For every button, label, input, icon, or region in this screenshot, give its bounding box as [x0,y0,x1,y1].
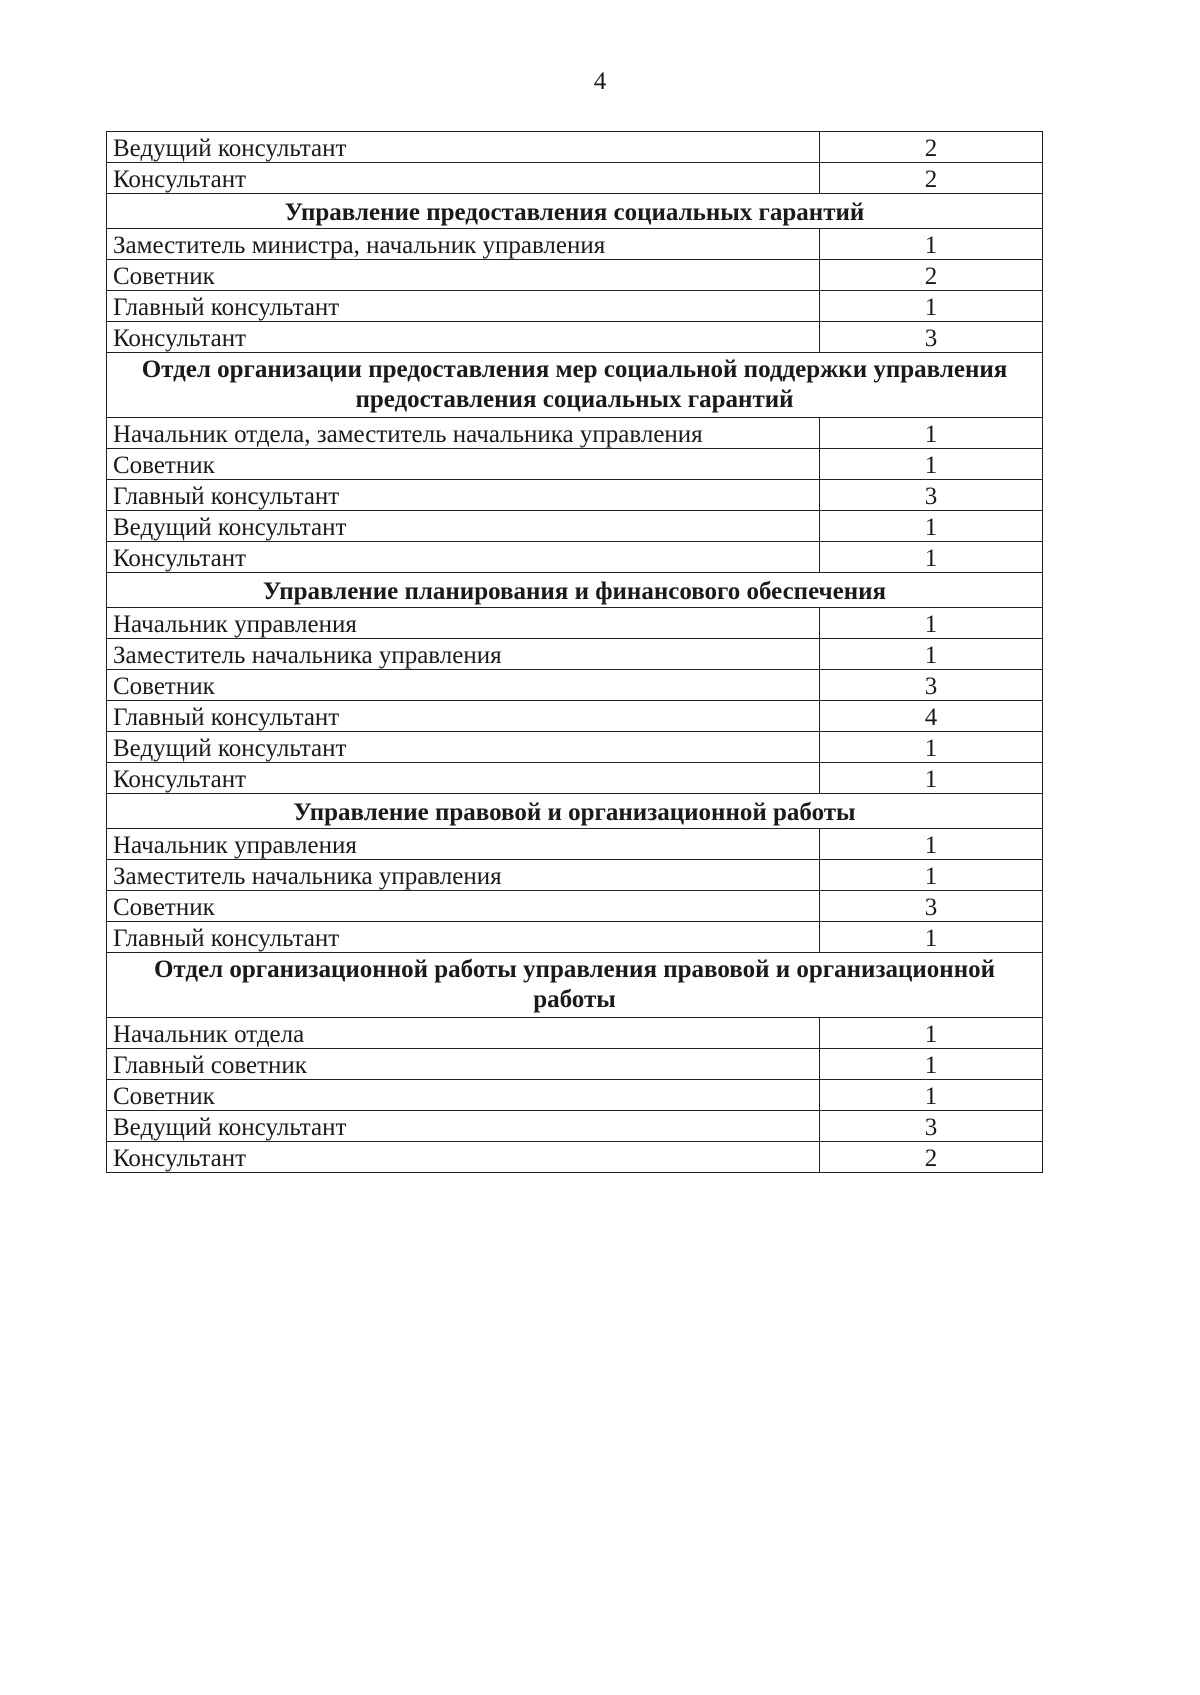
section-header-row [107,794,1043,829]
table-row [107,229,1043,260]
position-title-cell: Консультант [107,1142,820,1173]
table-row [107,732,1043,763]
position-count-cell: 4 [820,701,1043,732]
position-title-cell: Ведущий консультант [107,1111,820,1142]
table-row [107,670,1043,701]
position-title-cell: Ведущий консультант [107,511,820,542]
position-title-cell: Советник [107,670,820,701]
position-title-cell: Заместитель министра, начальник управления [107,229,820,260]
position-count-cell: 3 [820,670,1043,701]
table-row [107,132,1043,163]
position-title-cell: Советник [107,449,820,480]
position-count-cell: 1 [820,860,1043,891]
section-title: Управление правовой и организационной работы [107,794,1043,829]
table-row [107,829,1043,860]
position-count-cell: 1 [820,418,1043,449]
position-title-cell: Ведущий консультант [107,132,820,163]
table-row [107,922,1043,953]
position-count-cell: 2 [820,163,1043,194]
position-title-cell: Консультант [107,322,820,353]
position-count-cell: 3 [820,891,1043,922]
position-count-cell: 1 [820,1018,1043,1049]
section-title: Отдел организации предоставления мер социальной поддержки управления предоставления социальных гарантий [107,353,1043,418]
section-title: Отдел организационной работы управления правовой и организационной работы [107,953,1043,1018]
position-count-cell: 3 [820,322,1043,353]
position-count-cell: 3 [820,1111,1043,1142]
position-title-cell: Начальник отдела [107,1018,820,1049]
position-count-cell: 1 [820,1080,1043,1111]
position-count-cell: 1 [820,229,1043,260]
table-row [107,763,1043,794]
table-row [107,1049,1043,1080]
table-row [107,542,1043,573]
position-title-cell: Главный советник [107,1049,820,1080]
position-title-cell: Консультант [107,542,820,573]
table-row [107,449,1043,480]
table-row [107,291,1043,322]
position-count-cell: 1 [820,922,1043,953]
table-row [107,701,1043,732]
table-row [107,322,1043,353]
section-title: Управление планирования и финансового обеспечения [107,573,1043,608]
position-count-cell: 2 [820,132,1043,163]
position-title-cell: Главный консультант [107,922,820,953]
table-row [107,1080,1043,1111]
position-count-cell: 1 [820,829,1043,860]
position-title-cell: Консультант [107,763,820,794]
table-row [107,608,1043,639]
position-count-cell: 1 [820,732,1043,763]
table-row [107,480,1043,511]
position-count-cell: 1 [820,449,1043,480]
position-count-cell: 1 [820,1049,1043,1080]
table-row [107,1142,1043,1173]
position-title-cell: Советник [107,1080,820,1111]
table-row [107,1018,1043,1049]
table-row [107,891,1043,922]
position-title-cell: Ведущий консультант [107,732,820,763]
section-header-row [107,953,1043,1018]
position-count-cell: 1 [820,639,1043,670]
position-count-cell: 2 [820,1142,1043,1173]
table-body [107,132,1043,1173]
table-row [107,260,1043,291]
position-count-cell: 1 [820,542,1043,573]
table-row [107,860,1043,891]
position-count-cell: 3 [820,480,1043,511]
position-title-cell: Главный консультант [107,480,820,511]
section-header-row [107,573,1043,608]
position-title-cell: Заместитель начальника управления [107,860,820,891]
table-row [107,639,1043,670]
position-title-cell: Начальник отдела, заместитель начальника управления [107,418,820,449]
position-count-cell: 1 [820,511,1043,542]
position-title-cell: Главный консультант [107,701,820,732]
position-title-cell: Главный консультант [107,291,820,322]
staff-positions-table [106,131,1043,1173]
table-row [107,511,1043,542]
position-count-cell: 2 [820,260,1043,291]
section-header-row [107,194,1043,229]
position-count-cell: 1 [820,608,1043,639]
position-count-cell: 1 [820,763,1043,794]
table-row [107,418,1043,449]
position-title-cell: Советник [107,260,820,291]
position-title-cell: Заместитель начальника управления [107,639,820,670]
table-row [107,163,1043,194]
page-number: 4 [593,68,607,95]
position-count-cell: 1 [820,291,1043,322]
section-title: Управление предоставления социальных гарантий [107,194,1043,229]
position-title-cell: Советник [107,891,820,922]
section-header-row [107,353,1043,418]
table-row [107,1111,1043,1142]
position-title-cell: Начальник управления [107,608,820,639]
position-title-cell: Консультант [107,163,820,194]
position-title-cell: Начальник управления [107,829,820,860]
